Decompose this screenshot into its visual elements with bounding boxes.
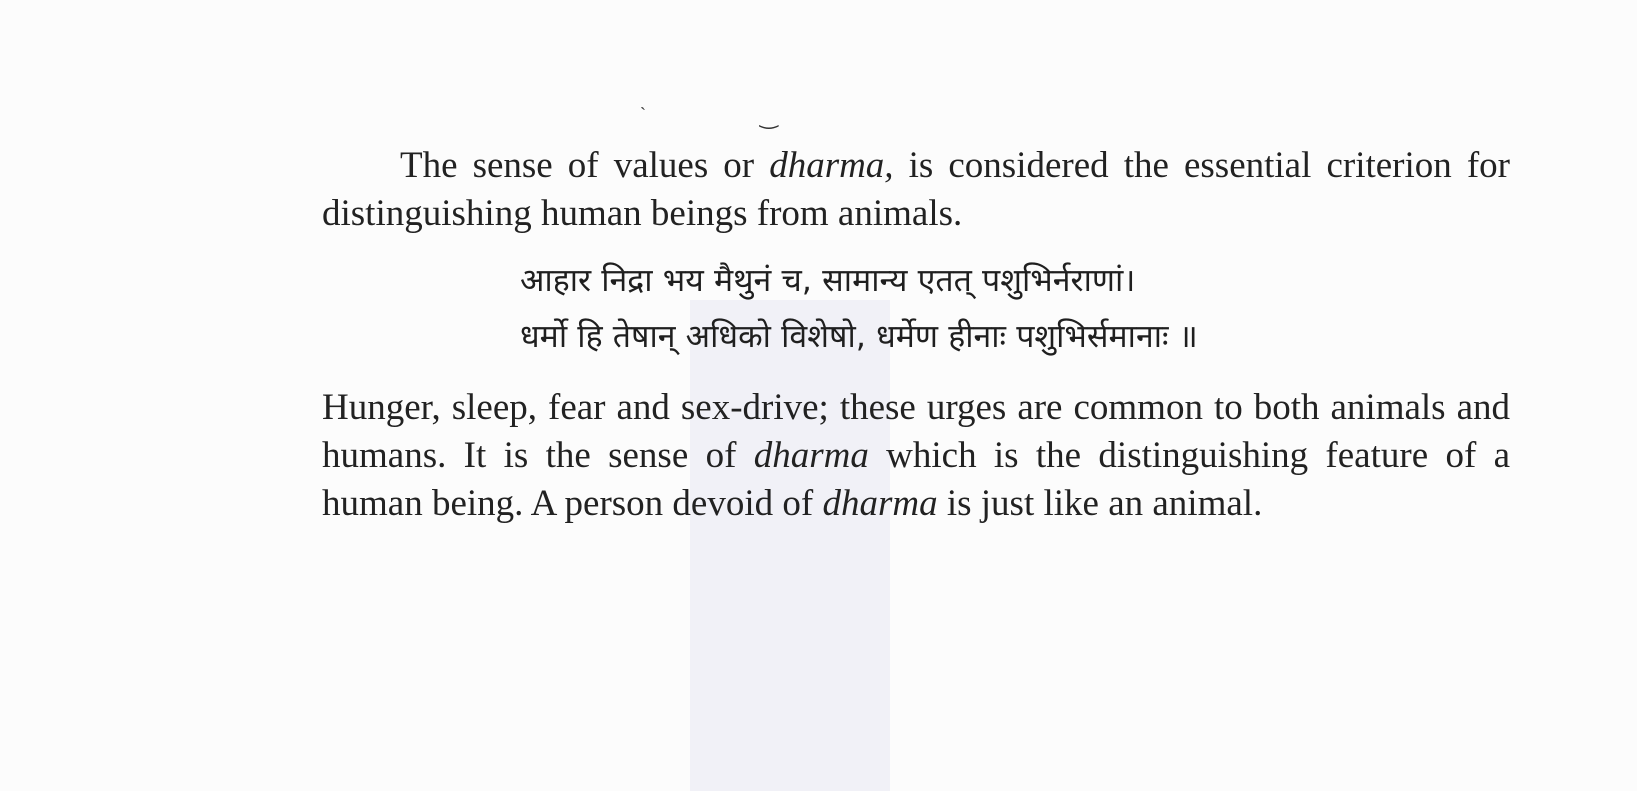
verse-line-2: धर्मो हि तेषान् अधिको विशेषो, धर्मेण हीनाः पशुभिर्समानाः ॥ [520,317,1198,355]
scan-mark: ‿ [760,104,778,129]
document-page [322,142,1510,528]
translation-paragraph: Hunger, sleep, fear and sex-drive; these urges are common to both animals and humans. It is the sense of dharma which is the distinguishing feature of a human being. A person devoid of dharma is just like an animal. [322,387,1511,524]
scan-mark: ` [640,104,646,124]
sanskrit-verse [520,252,1510,364]
verse-line-1: आहार निद्रा भय मैथुनं च, सामान्य एतत् पशुभिर्नराणां। [520,261,1136,299]
dharma-term: dharma, [769,145,894,186]
dharma-term: dharma [753,435,869,476]
dharma-term: dharma [822,483,938,524]
intro-paragraph: The sense of values or dharma, is considered the essential criterion for distinguishing human beings from animals. [322,145,1510,234]
